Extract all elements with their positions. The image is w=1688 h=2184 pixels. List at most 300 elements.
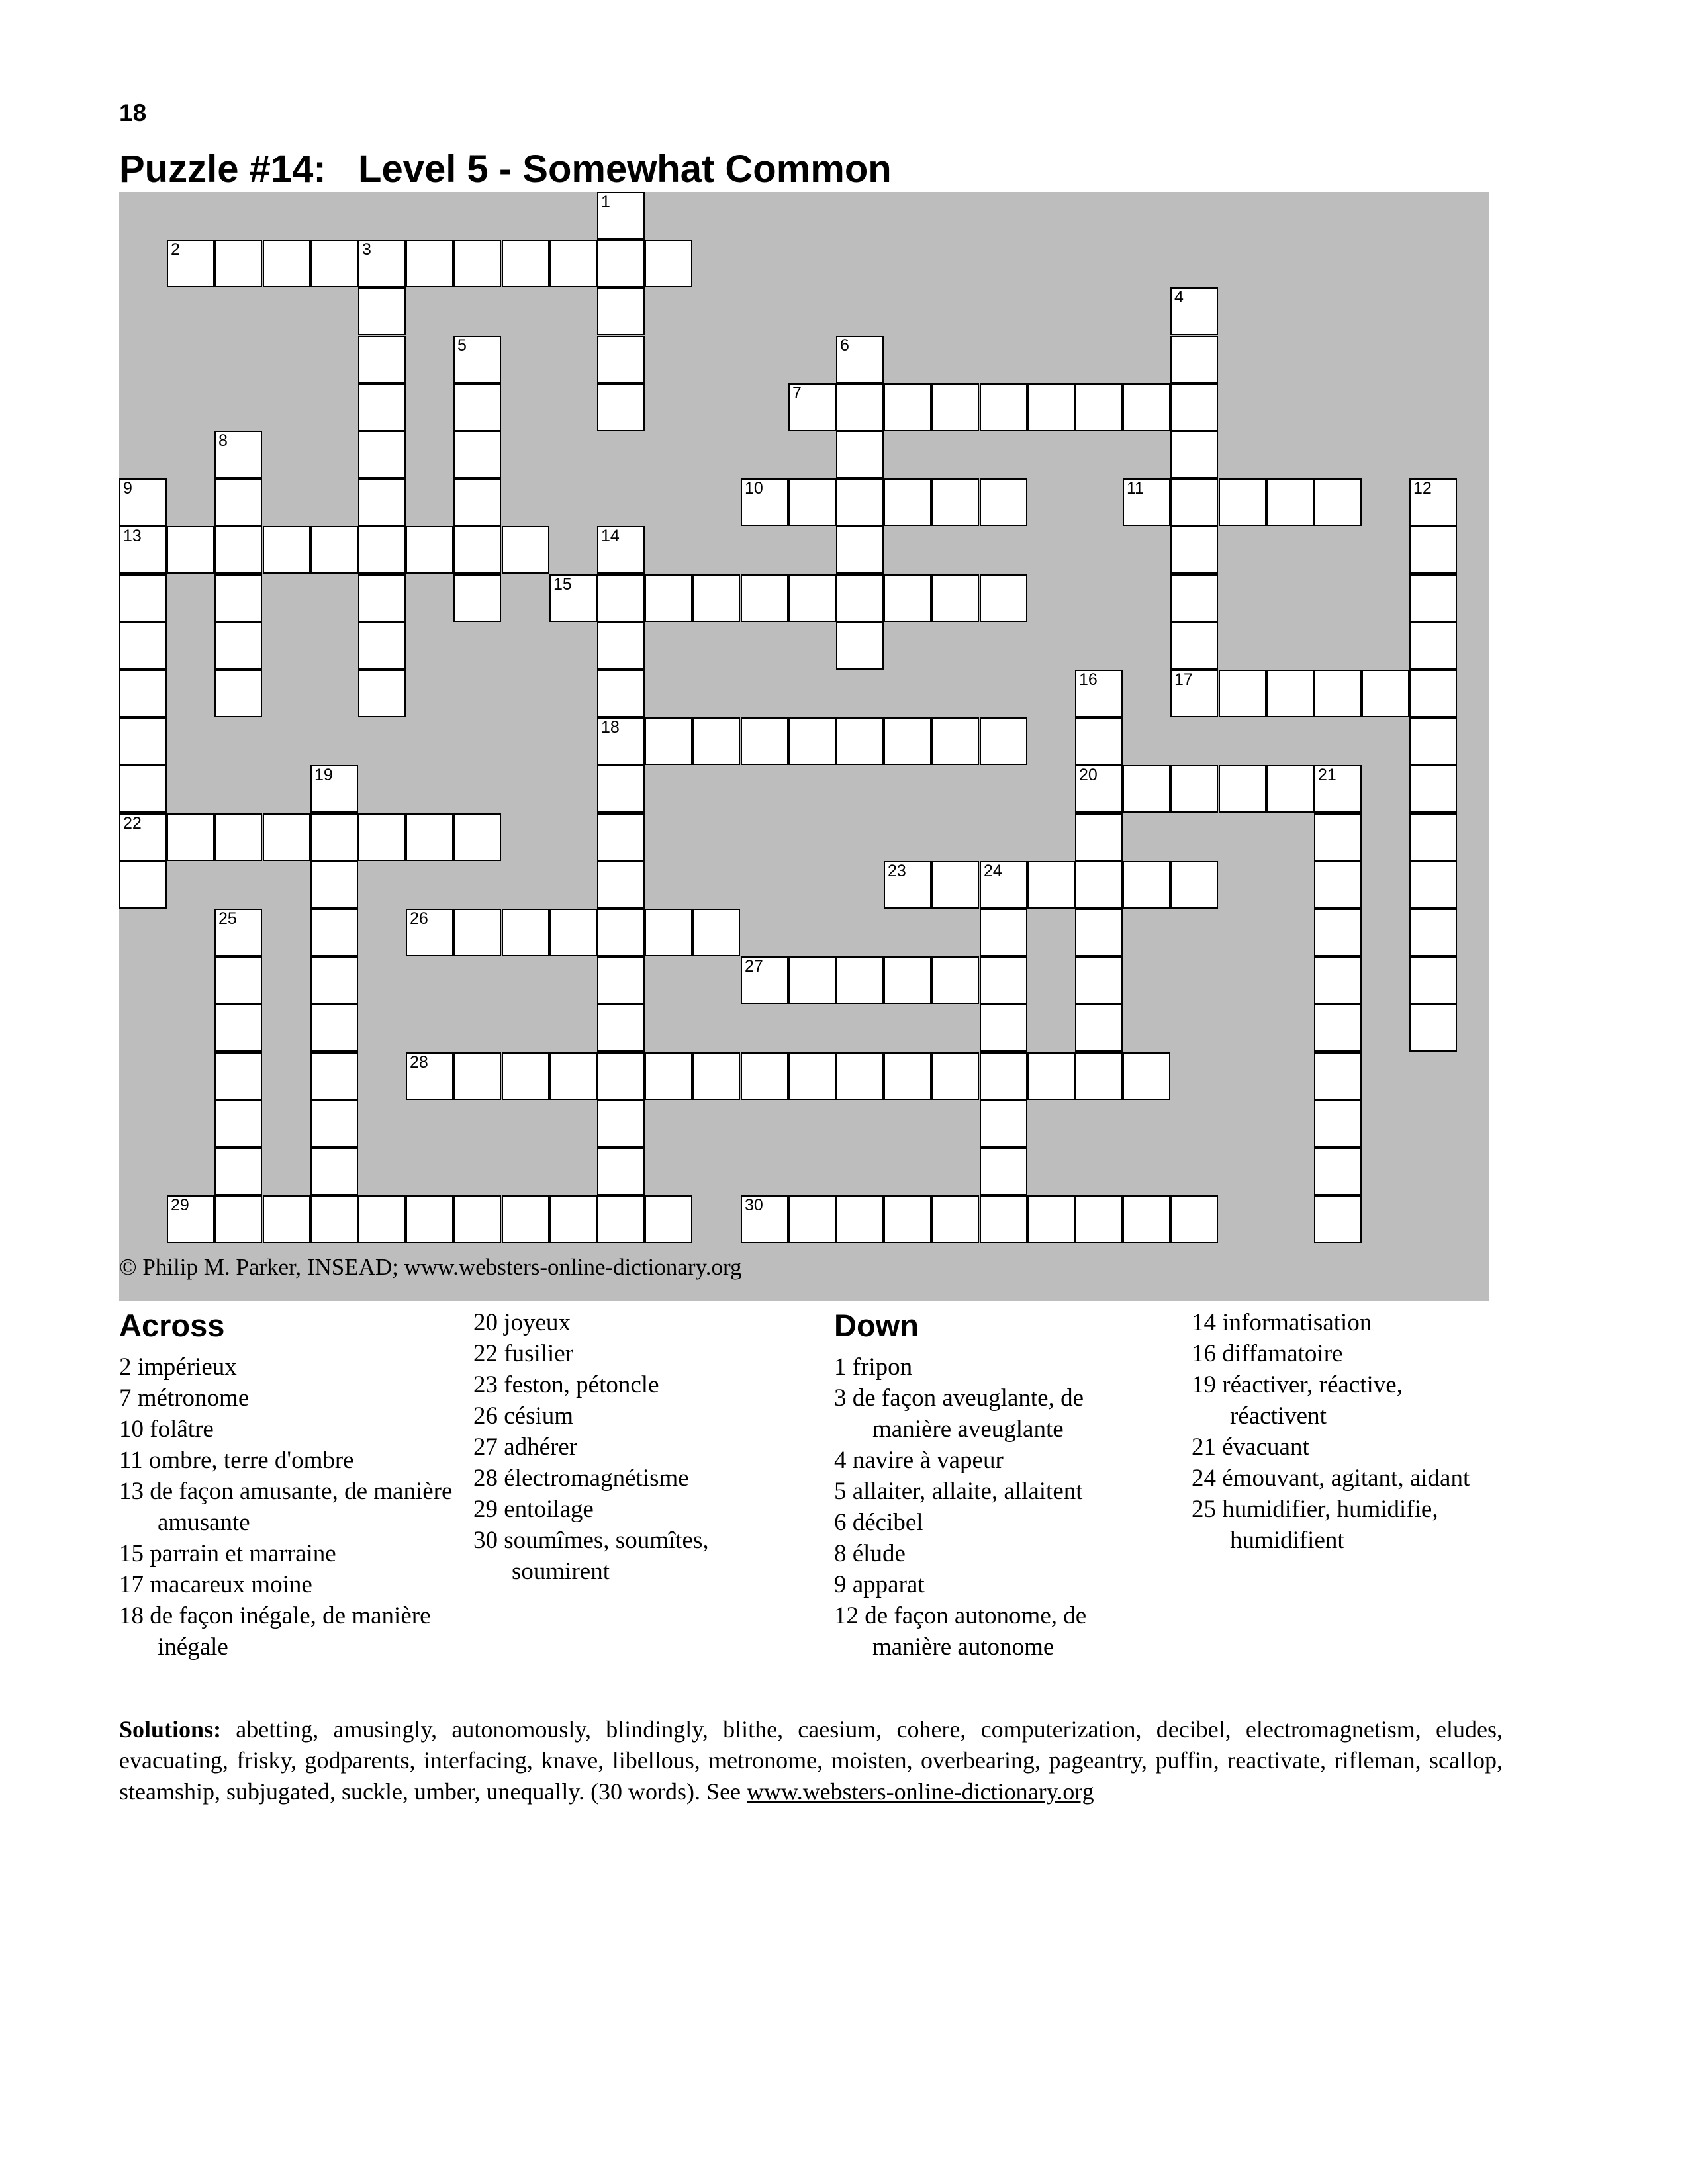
grid-cell[interactable] (1027, 383, 1075, 431)
clue-number: 21 (1318, 766, 1336, 784)
grid-cell[interactable] (358, 574, 406, 622)
grid-cell[interactable] (1075, 1052, 1123, 1100)
clue-across-22: 22 fusilier (473, 1340, 574, 1367)
grid-cell[interactable] (119, 478, 167, 526)
grid-cell[interactable] (1409, 717, 1457, 765)
grid-cell[interactable] (597, 383, 645, 431)
grid-cell[interactable] (788, 956, 836, 1004)
grid-cell[interactable] (597, 956, 645, 1004)
grid-cell[interactable] (406, 240, 453, 287)
copyright-notice: © Philip M. Parker, INSEAD; www.websters-online-dictionary.org (119, 1254, 742, 1280)
grid-cell[interactable] (931, 478, 979, 526)
grid-cell[interactable] (1266, 670, 1314, 717)
grid-cell[interactable] (1075, 717, 1123, 765)
grid-cell[interactable] (741, 717, 788, 765)
grid-cell[interactable] (549, 240, 597, 287)
grid-cell[interactable] (1027, 861, 1075, 909)
grid-cell[interactable] (1314, 1004, 1362, 1052)
grid-cell[interactable] (1219, 478, 1266, 526)
grid-cell[interactable] (980, 861, 1027, 909)
grid-cell[interactable] (597, 526, 645, 574)
grid-cell[interactable] (214, 670, 262, 717)
grid-cell[interactable] (741, 478, 788, 526)
clue-across-23: 23 feston, pétoncle (473, 1371, 659, 1398)
grid-cell[interactable] (453, 336, 501, 383)
grid-cell[interactable] (1170, 622, 1218, 670)
grid-cell[interactable] (406, 1195, 453, 1243)
grid-cell[interactable] (119, 622, 167, 670)
solutions-text: abetting, amusingly, autonomously, blindingly, blithe, caesium, cohere, computerization, decibel, electromagnetism, eludes, evacuating, frisky, godparents, interfacing, knave, libellous, metronome, moisten, overbearing, pageantry, puffin, reactivate, rifleman, scallop, steamship, subjugated, suckle, umber, unequally. (30 words). See (119, 1716, 1503, 1805)
clue-number: 15 (553, 575, 572, 594)
grid-cell[interactable] (214, 622, 262, 670)
grid-cell[interactable] (1314, 765, 1362, 813)
grid-cell[interactable] (310, 1004, 358, 1052)
grid-cell[interactable] (310, 813, 358, 861)
grid-cell[interactable] (645, 717, 692, 765)
grid-cell[interactable] (1314, 909, 1362, 956)
clue-number: 13 (123, 527, 142, 545)
grid-cell[interactable] (502, 909, 549, 956)
grid-cell[interactable] (836, 717, 884, 765)
grid-cell[interactable] (1409, 765, 1457, 813)
grid-cell[interactable] (310, 1195, 358, 1243)
grid-cell[interactable] (1314, 478, 1362, 526)
clue-number: 7 (792, 384, 802, 402)
grid-cell[interactable] (214, 1100, 262, 1148)
grid-cell[interactable] (167, 526, 214, 574)
grid-cell[interactable] (1409, 861, 1457, 909)
grid-cell[interactable] (1314, 670, 1362, 717)
grid-cell[interactable] (597, 1004, 645, 1052)
grid-cell[interactable] (692, 909, 740, 956)
grid-cell[interactable] (214, 478, 262, 526)
across-clue-list (119, 1351, 463, 1662)
grid-cell[interactable] (1266, 478, 1314, 526)
grid-cell[interactable] (1362, 670, 1409, 717)
grid-cell[interactable] (358, 336, 406, 383)
grid-cell[interactable] (1123, 765, 1170, 813)
clue-number: 6 (840, 336, 849, 355)
grid-cell[interactable] (980, 478, 1027, 526)
grid-cell[interactable] (1075, 861, 1123, 909)
grid-cell[interactable] (453, 431, 501, 478)
grid-cell[interactable] (1219, 765, 1266, 813)
grid-cell[interactable] (310, 526, 358, 574)
clue-down-25: 25 humidifier, humidifie, humidifient (1192, 1496, 1438, 1554)
grid-cell[interactable] (214, 956, 262, 1004)
grid-cell[interactable] (597, 717, 645, 765)
grid-cell[interactable] (645, 909, 692, 956)
grid-cell[interactable] (1123, 861, 1170, 909)
grid-cell[interactable] (310, 765, 358, 813)
grid-cell[interactable] (597, 1100, 645, 1148)
grid-cell[interactable] (980, 1100, 1027, 1148)
clue-number: 24 (984, 862, 1002, 880)
grid-cell[interactable] (741, 574, 788, 622)
grid-cell[interactable] (1314, 813, 1362, 861)
clue-number: 17 (1174, 670, 1193, 689)
grid-cell[interactable] (597, 861, 645, 909)
grid-cell[interactable] (884, 717, 931, 765)
grid-cell[interactable] (788, 478, 836, 526)
grid-cell[interactable] (502, 1052, 549, 1100)
grid-cell[interactable] (1075, 909, 1123, 956)
grid-cell[interactable] (980, 1148, 1027, 1195)
grid-cell[interactable] (980, 1052, 1027, 1100)
grid-cell[interactable] (214, 1195, 262, 1243)
grid-cell[interactable] (788, 1052, 836, 1100)
across-clue-list-continued (473, 1307, 804, 1587)
grid-cell[interactable] (1314, 1148, 1362, 1195)
grid-cell[interactable] (980, 956, 1027, 1004)
grid-cell[interactable] (980, 717, 1027, 765)
clue-down-12: 12 de façon autonome, de manière autonome (834, 1602, 1087, 1661)
grid-cell[interactable] (214, 240, 262, 287)
solutions-label: Solutions: (119, 1716, 222, 1743)
across-clues-column-2 (473, 1307, 804, 1587)
clue-down-16: 16 diffamatoire (1192, 1340, 1343, 1367)
clue-number: 4 (1174, 288, 1184, 306)
grid-cell[interactable] (980, 383, 1027, 431)
grid-cell[interactable] (1075, 1004, 1123, 1052)
clue-down-14: 14 informatisation (1192, 1309, 1372, 1336)
grid-cell[interactable] (645, 240, 692, 287)
grid-cell[interactable] (931, 861, 979, 909)
grid-cell[interactable] (453, 383, 501, 431)
grid-cell[interactable] (884, 1052, 931, 1100)
grid-cell[interactable] (310, 1052, 358, 1100)
grid-cell[interactable] (1266, 765, 1314, 813)
grid-cell[interactable] (645, 574, 692, 622)
grid-cell[interactable] (931, 717, 979, 765)
grid-cell[interactable] (931, 383, 979, 431)
grid-cell[interactable] (1409, 574, 1457, 622)
grid-cell[interactable] (1314, 956, 1362, 1004)
down-clue-list (834, 1351, 1145, 1662)
grid-cell[interactable] (980, 574, 1027, 622)
clue-down-6: 6 décibel (834, 1509, 923, 1536)
grid-cell[interactable] (453, 813, 501, 861)
clue-number: 28 (410, 1053, 428, 1071)
grid-cell[interactable] (692, 717, 740, 765)
across-heading: Across (119, 1308, 225, 1343)
grid-cell[interactable] (1075, 765, 1123, 813)
grid-cell[interactable] (931, 574, 979, 622)
grid-cell[interactable] (836, 1052, 884, 1100)
clue-number: 23 (888, 862, 906, 880)
clue-number: 26 (410, 909, 428, 928)
grid-cell[interactable] (453, 478, 501, 526)
grid-cell[interactable] (214, 431, 262, 478)
clue-number: 25 (218, 909, 237, 928)
grid-cell[interactable] (741, 1052, 788, 1100)
grid-cell[interactable] (645, 1195, 692, 1243)
clue-number: 19 (314, 766, 333, 784)
grid-cell[interactable] (119, 574, 167, 622)
grid-cell[interactable] (119, 526, 167, 574)
grid-cell[interactable] (1409, 622, 1457, 670)
grid-cell[interactable] (214, 574, 262, 622)
grid-cell[interactable] (836, 956, 884, 1004)
grid-cell[interactable] (597, 1052, 645, 1100)
grid-cell[interactable] (884, 478, 931, 526)
clue-down-1: 1 fripon (834, 1353, 913, 1381)
grid-cell[interactable] (1075, 956, 1123, 1004)
grid-cell[interactable] (597, 1195, 645, 1243)
clue-number: 30 (745, 1196, 763, 1214)
grid-cell[interactable] (1170, 383, 1218, 431)
grid-cell[interactable] (549, 1052, 597, 1100)
grid-cell[interactable] (214, 1148, 262, 1195)
grid-cell[interactable] (692, 574, 740, 622)
grid-cell[interactable] (1314, 861, 1362, 909)
clue-across-30: 30 soumîmes, soumîtes, soumirent (473, 1527, 709, 1585)
grid-cell[interactable] (358, 813, 406, 861)
grid-cell[interactable] (358, 622, 406, 670)
grid-cell[interactable] (1170, 478, 1218, 526)
grid-cell[interactable] (119, 717, 167, 765)
grid-cell[interactable] (453, 1052, 501, 1100)
clue-down-24: 24 émouvant, agitant, aidant (1192, 1465, 1470, 1492)
grid-cell[interactable] (597, 192, 645, 240)
grid-cell[interactable] (1170, 431, 1218, 478)
grid-cell[interactable] (692, 1052, 740, 1100)
grid-cell[interactable] (741, 1195, 788, 1243)
grid-cell[interactable] (1075, 383, 1123, 431)
clue-across-7: 7 métronome (119, 1385, 250, 1412)
grid-cell[interactable] (167, 1195, 214, 1243)
clue-down-3: 3 de façon aveuglante, de manière aveuglante (834, 1385, 1084, 1443)
grid-cell[interactable] (1409, 1004, 1457, 1052)
clue-across-18: 18 de façon inégale, de manière inégale (119, 1602, 431, 1661)
clue-number: 27 (745, 957, 763, 976)
grid-cell[interactable] (406, 909, 453, 956)
clue-across-28: 28 électromagnétisme (473, 1465, 689, 1492)
grid-cell[interactable] (980, 1004, 1027, 1052)
clue-number: 3 (362, 240, 371, 259)
clue-number: 11 (1127, 479, 1144, 498)
grid-cell[interactable] (980, 1195, 1027, 1243)
grid-cell[interactable] (788, 574, 836, 622)
grid-cell[interactable] (406, 526, 453, 574)
grid-cell[interactable] (1219, 670, 1266, 717)
grid-cell[interactable] (1409, 526, 1457, 574)
grid-cell[interactable] (119, 670, 167, 717)
grid-cell[interactable] (597, 765, 645, 813)
clue-number: 10 (745, 479, 763, 498)
grid-cell[interactable] (358, 287, 406, 335)
grid-cell[interactable] (119, 813, 167, 861)
grid-cell[interactable] (741, 956, 788, 1004)
grid-cell[interactable] (836, 383, 884, 431)
grid-cell[interactable] (502, 526, 549, 574)
grid-cell[interactable] (310, 1100, 358, 1148)
grid-cell[interactable] (358, 478, 406, 526)
grid-cell[interactable] (836, 431, 884, 478)
grid-cell[interactable] (931, 1052, 979, 1100)
crossword-grid (119, 192, 1489, 1301)
grid-cell[interactable] (884, 956, 931, 1004)
grid-cell[interactable] (1170, 287, 1218, 335)
grid-cell[interactable] (1409, 813, 1457, 861)
grid-cell[interactable] (119, 861, 167, 909)
solutions-link[interactable]: www.websters-online-dictionary.org (747, 1778, 1094, 1805)
grid-cell[interactable] (358, 526, 406, 574)
grid-cell[interactable] (358, 670, 406, 717)
grid-cell[interactable] (788, 1195, 836, 1243)
grid-cell[interactable] (1075, 670, 1123, 717)
grid-cell[interactable] (836, 1195, 884, 1243)
grid-cell[interactable] (310, 956, 358, 1004)
grid-cell[interactable] (980, 909, 1027, 956)
grid-cell[interactable] (453, 909, 501, 956)
grid-cell[interactable] (119, 765, 167, 813)
grid-cell[interactable] (1075, 813, 1123, 861)
grid-cell[interactable] (884, 574, 931, 622)
grid-cell[interactable] (836, 526, 884, 574)
grid-cell[interactable] (167, 813, 214, 861)
grid-cell[interactable] (310, 861, 358, 909)
grid-cell[interactable] (310, 1148, 358, 1195)
clue-down-5: 5 allaiter, allaite, allaitent (834, 1478, 1083, 1505)
clue-across-11: 11 ombre, terre d'ombre (119, 1447, 354, 1474)
grid-cell[interactable] (310, 240, 358, 287)
grid-cell[interactable] (931, 956, 979, 1004)
grid-cell[interactable] (406, 1052, 453, 1100)
across-clues-column-1 (119, 1307, 463, 1662)
grid-cell[interactable] (1123, 383, 1170, 431)
grid-cell[interactable] (1123, 478, 1170, 526)
grid-cell[interactable] (836, 336, 884, 383)
clue-down-4: 4 navire à vapeur (834, 1447, 1004, 1474)
down-clues-column-2 (1192, 1307, 1503, 1556)
grid-cell[interactable] (884, 861, 931, 909)
grid-cell[interactable] (1409, 670, 1457, 717)
clue-number: 2 (171, 240, 180, 259)
grid-cell[interactable] (214, 526, 262, 574)
clue-down-21: 21 évacuant (1192, 1433, 1309, 1461)
down-clues-column-1 (834, 1307, 1145, 1662)
grid-cell[interactable] (358, 383, 406, 431)
clue-across-17: 17 macareux moine (119, 1571, 312, 1598)
grid-cell[interactable] (597, 813, 645, 861)
clue-number: 8 (218, 432, 228, 450)
grid-cell[interactable] (549, 909, 597, 956)
clue-down-8: 8 élude (834, 1540, 906, 1567)
grid-cell[interactable] (453, 1195, 501, 1243)
grid-cell[interactable] (836, 478, 884, 526)
grid-cell[interactable] (214, 1052, 262, 1100)
grid-cell[interactable] (1123, 1052, 1170, 1100)
grid-cell[interactable] (1170, 861, 1218, 909)
grid-cell[interactable] (1409, 478, 1457, 526)
clue-down-19: 19 réactiver, réactive, réactivent (1192, 1371, 1403, 1430)
clue-number: 5 (457, 336, 467, 355)
clue-across-15: 15 parrain et marraine (119, 1540, 336, 1567)
grid-cell[interactable] (1123, 1195, 1170, 1243)
grid-cell[interactable] (263, 1195, 310, 1243)
grid-cell[interactable] (358, 240, 406, 287)
grid-cell[interactable] (1170, 670, 1218, 717)
grid-cell[interactable] (1409, 956, 1457, 1004)
grid-cell[interactable] (549, 574, 597, 622)
down-clue-list-continued (1192, 1307, 1503, 1556)
grid-cell[interactable] (597, 336, 645, 383)
grid-cell[interactable] (597, 240, 645, 287)
clue-across-10: 10 folâtre (119, 1416, 214, 1443)
grid-cell[interactable] (788, 383, 836, 431)
grid-cell[interactable] (214, 909, 262, 956)
solutions-paragraph (119, 1714, 1503, 1807)
clue-number: 14 (601, 527, 620, 545)
clue-across-29: 29 entoilage (473, 1496, 594, 1523)
clue-number: 18 (601, 718, 620, 737)
grid-cell[interactable] (263, 526, 310, 574)
clue-number: 1 (601, 193, 610, 211)
grid-cell[interactable] (1075, 1195, 1123, 1243)
grid-cell[interactable] (1170, 526, 1218, 574)
clue-across-13: 13 de façon amusante, de manière amusante (119, 1478, 453, 1536)
grid-cell[interactable] (597, 909, 645, 956)
grid-cell[interactable] (263, 813, 310, 861)
clue-across-27: 27 adhérer (473, 1433, 578, 1461)
grid-cell[interactable] (1027, 1052, 1075, 1100)
grid-cell[interactable] (214, 1004, 262, 1052)
grid-cell[interactable] (502, 240, 549, 287)
grid-cell[interactable] (836, 574, 884, 622)
grid-cell[interactable] (931, 1195, 979, 1243)
grid-cell[interactable] (263, 240, 310, 287)
grid-cell[interactable] (645, 1052, 692, 1100)
grid-cell[interactable] (214, 813, 262, 861)
grid-cell[interactable] (549, 1195, 597, 1243)
grid-cell[interactable] (884, 383, 931, 431)
grid-cell[interactable] (597, 670, 645, 717)
grid-cell[interactable] (1170, 336, 1218, 383)
grid-cell[interactable] (453, 240, 501, 287)
grid-cell[interactable] (358, 1195, 406, 1243)
grid-cell[interactable] (836, 622, 884, 670)
clue-number: 22 (123, 814, 142, 833)
grid-cell[interactable] (1314, 1100, 1362, 1148)
grid-cell[interactable] (167, 240, 214, 287)
grid-cell[interactable] (597, 287, 645, 335)
grid-cell[interactable] (1409, 909, 1457, 956)
grid-cell[interactable] (597, 1148, 645, 1195)
grid-cell[interactable] (1170, 1195, 1218, 1243)
page-number: 18 (119, 99, 147, 126)
grid-cell[interactable] (1170, 765, 1218, 813)
grid-cell[interactable] (1027, 1195, 1075, 1243)
grid-cell[interactable] (597, 574, 645, 622)
grid-cell[interactable] (597, 622, 645, 670)
clue-down-9: 9 apparat (834, 1571, 925, 1598)
grid-cell[interactable] (884, 1195, 931, 1243)
grid-cell[interactable] (358, 431, 406, 478)
grid-cell[interactable] (453, 526, 501, 574)
clue-number: 12 (1413, 479, 1432, 498)
grid-cell[interactable] (406, 813, 453, 861)
grid-cell[interactable] (1170, 574, 1218, 622)
grid-cell[interactable] (1314, 1195, 1362, 1243)
grid-cell[interactable] (502, 1195, 549, 1243)
grid-cell[interactable] (310, 909, 358, 956)
clue-number: 20 (1079, 766, 1098, 784)
clue-number: 16 (1079, 670, 1098, 689)
grid-cell[interactable] (1314, 1052, 1362, 1100)
grid-cell[interactable] (453, 574, 501, 622)
grid-cell[interactable] (788, 717, 836, 765)
